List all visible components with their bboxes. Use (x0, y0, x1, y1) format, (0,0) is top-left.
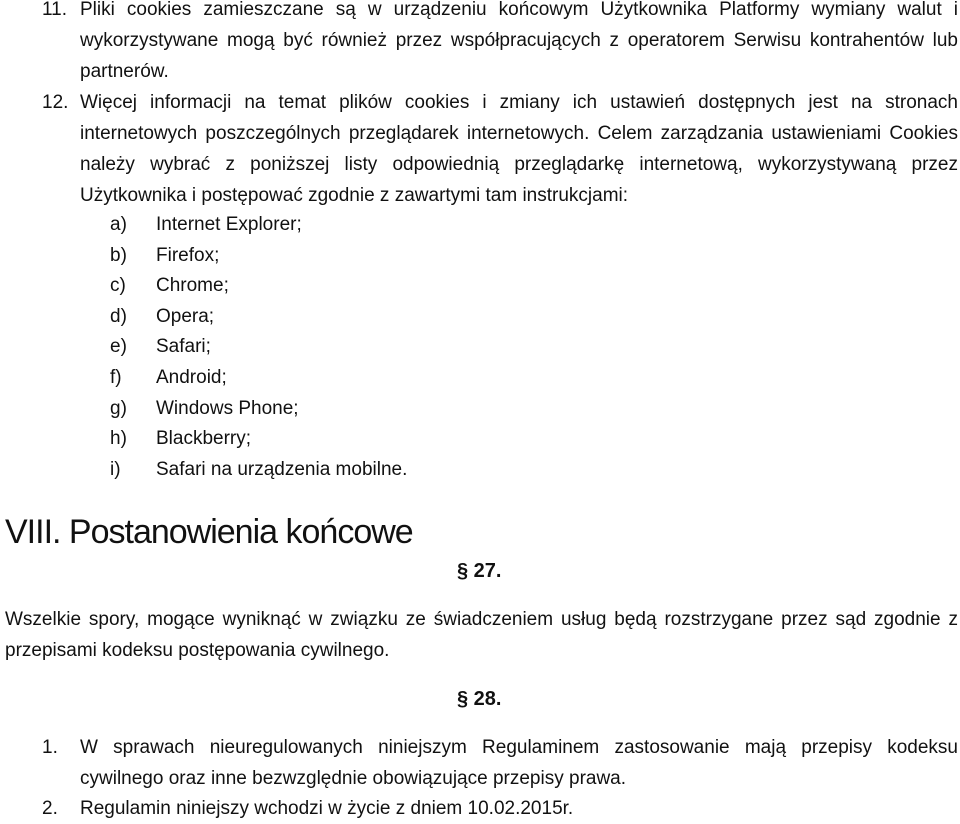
item-12-text: Więcej informacji na temat plików cookies i zmiany ich ustawień dostępnych jest na stronach internetowych poszczególnych przeglądarek internetowych. Celem zarządzania ustawieniami Cookies należy wybrać z poniższej listy odpowiednią przeglądarkę internetową, wykorzystywaną przez Użytkownika i postępować zgodnie z zawartymi tam instrukcjami: (80, 92, 958, 206)
list-item-letter: h) (110, 428, 127, 449)
paragraph-28-mark: § 28. (457, 688, 502, 710)
item-11-number: 11. (42, 0, 68, 20)
list-item-letter: c) (110, 275, 126, 296)
list-item-text: Blackberry; (156, 428, 252, 449)
list-item-letter: a) (110, 214, 127, 235)
list-item-text: Opera; (156, 306, 215, 327)
list-item-letter: b) (110, 245, 127, 266)
paragraph-28-item-2-number: 2. (42, 798, 58, 819)
list-item-text: Windows Phone; (156, 398, 299, 419)
paragraph-28-item-1-number: 1. (42, 737, 58, 758)
section-heading: VIII. Postanowienia końcowe (5, 513, 413, 551)
list-item-text: Internet Explorer; (156, 214, 302, 235)
list-item-letter: d) (110, 306, 127, 327)
list-item-text: Chrome; (156, 275, 229, 296)
paragraph-28-item-2-text: Regulamin niniejszy wchodzi w życie z dniem 10.02.2015r. (80, 798, 574, 819)
list-item-letter: g) (110, 398, 127, 419)
paragraph-27-text: Wszelkie spory, mogące wyniknąć w związku ze świadczeniem usług będą rozstrzygane przez sąd zgodnie z przepisami kodeksu postępowania cywilnego. (5, 609, 958, 661)
paragraph-27-mark: § 27. (457, 560, 502, 582)
list-item-letter: e) (110, 336, 127, 357)
item-12-number: 12. (42, 92, 69, 113)
paragraph-28-item-1-text: W sprawach nieuregulowanych niniejszym Regulaminem zastosowanie mają przepisy kodeksu cywilnego oraz inne bezwzględnie obowiązujące przepisy prawa. (80, 737, 958, 789)
list-item-text: Safari na urządzenia mobilne. (156, 459, 408, 480)
item-11-text: Pliki cookies zamieszczane są w urządzeniu końcowym Użytkownika Platformy wymiany walut i wykorzystywane mogą być również przez współpracujących z operatorem Serwisu kontrahentów lub partnerów. (80, 0, 958, 82)
list-item-text: Firefox; (156, 245, 220, 266)
list-item-text: Android; (156, 367, 227, 388)
list-item-letter: f) (110, 367, 122, 388)
list-item-letter: i) (110, 459, 121, 480)
list-item-text: Safari; (156, 336, 211, 357)
